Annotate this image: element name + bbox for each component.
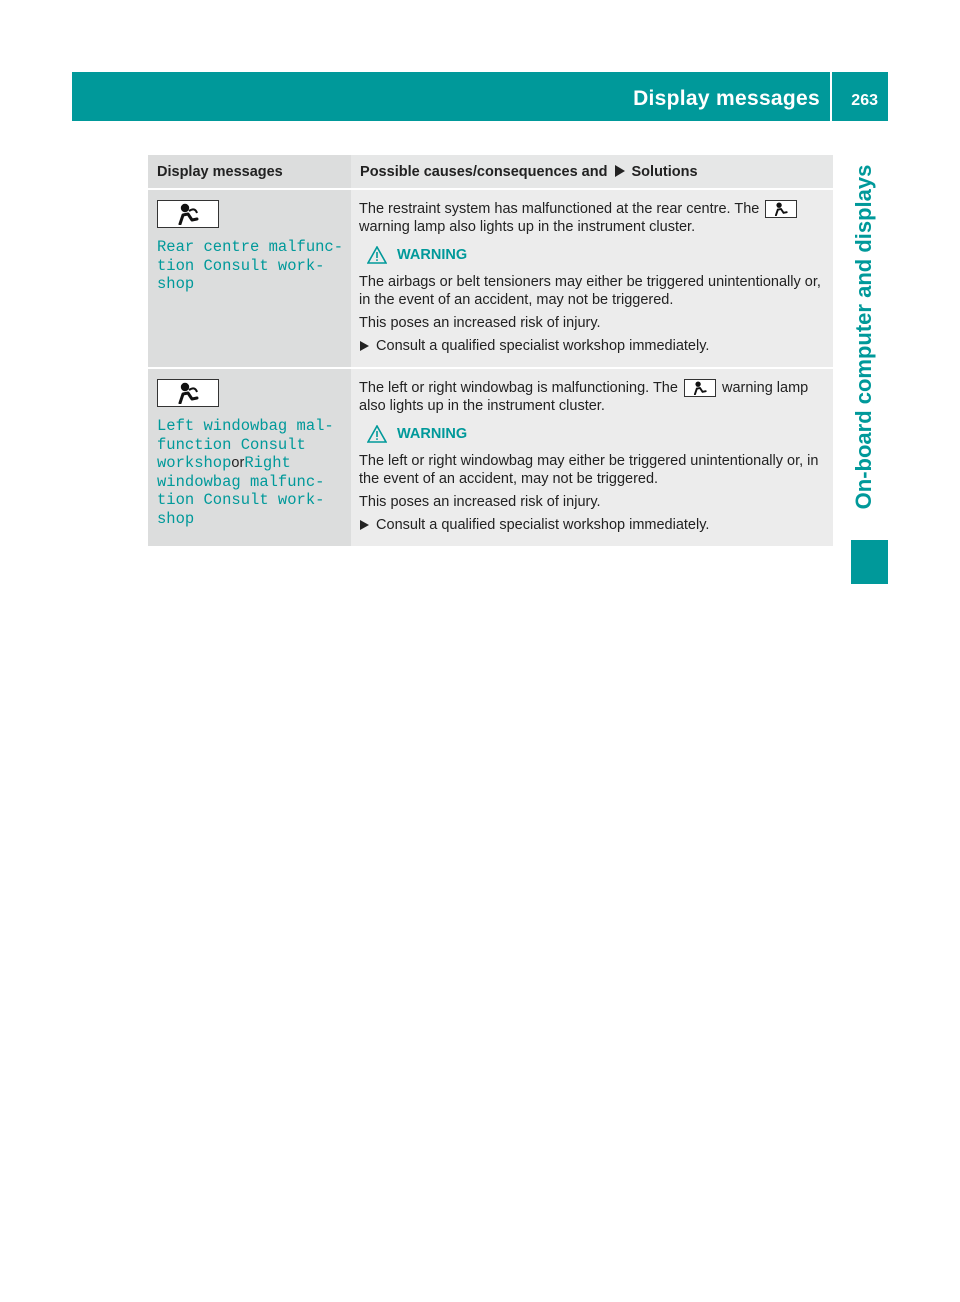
message-text: [157, 238, 343, 294]
message-line: shop: [157, 509, 195, 528]
cause-text-end: warning lamp also lights up in the instrument cluster.: [359, 380, 809, 414]
section-side-tab: [840, 140, 888, 535]
cause-text-end: warning lamp also lights up in the instrument cluster.: [359, 219, 696, 235]
table-row: [148, 368, 833, 546]
message-or: or: [231, 455, 245, 471]
solution-cell: [351, 368, 833, 546]
message-line: windowbag malfunc‐: [157, 472, 325, 491]
message-cell: [148, 368, 351, 546]
cause-text-start: The left or right windowbag is malfunctioning. The: [359, 380, 678, 396]
action-item: [359, 337, 827, 355]
warning-text: The airbags or belt tensioners may either be triggered unintentionally or, in the event of an accident, may not be triggered.: [359, 274, 821, 308]
airbag-warning-icon: [157, 379, 219, 407]
action-item: [359, 516, 827, 534]
cause-text: [359, 379, 827, 415]
message-line: shop: [157, 275, 195, 293]
warning-triangle-icon: [367, 246, 387, 264]
message-text: [157, 417, 343, 528]
action-arrow-icon: [614, 165, 625, 177]
col-header-solutions: [351, 155, 833, 189]
warning-triangle-icon: [367, 425, 387, 443]
warning-heading: [367, 246, 827, 264]
warning-label: WARNING: [397, 426, 468, 442]
warning-heading: [367, 425, 827, 443]
col-header-causes: Possible causes/consequences and: [360, 164, 608, 180]
page-number: 263: [851, 92, 878, 109]
airbag-warning-icon: [684, 379, 716, 397]
cause-text: [359, 200, 827, 236]
header-divider: [830, 72, 832, 121]
warning-text: The left or right windowbag may either be triggered unintentionally or, in the event of an accident, may not be triggered.: [359, 453, 819, 487]
risk-text: This poses an increased risk of injury.: [359, 494, 601, 510]
solution-cell: [351, 189, 833, 368]
airbag-warning-icon: [157, 200, 219, 228]
risk-text: This poses an increased risk of injury.: [359, 315, 601, 331]
table-row: [148, 189, 833, 368]
table-header-row: [148, 155, 833, 189]
message-cell: [148, 189, 351, 368]
col-header-solutions-label: Solutions: [631, 164, 698, 180]
message-line: Rear centre malfunc‐: [157, 238, 344, 256]
message-line: tion Consult work‐: [157, 256, 325, 275]
warning-label: WARNING: [397, 247, 468, 263]
message-line: tion Consult work‐: [157, 491, 325, 509]
message-line: workshop: [157, 454, 232, 472]
message-line: function Consult: [157, 435, 306, 454]
action-text: Consult a qualified specialist workshop immediately.: [376, 338, 710, 354]
action-text: Consult a qualified specialist workshop immediately.: [376, 517, 710, 533]
action-arrow-icon: [360, 341, 369, 351]
message-line: Right: [244, 454, 291, 472]
action-arrow-icon: [360, 520, 369, 530]
header-title: Display messages: [633, 87, 820, 110]
message-line: Left windowbag mal‐: [157, 417, 334, 435]
airbag-warning-icon: [765, 200, 797, 218]
display-messages-table: [148, 155, 833, 546]
col-header-messages: Display messages: [148, 155, 351, 189]
cause-text-start: The restraint system has malfunctioned at the rear centre. The: [359, 201, 760, 217]
side-tab-label: On-board computer and displays: [851, 164, 876, 510]
side-tab-marker: [851, 540, 888, 584]
page-header: [72, 72, 888, 121]
